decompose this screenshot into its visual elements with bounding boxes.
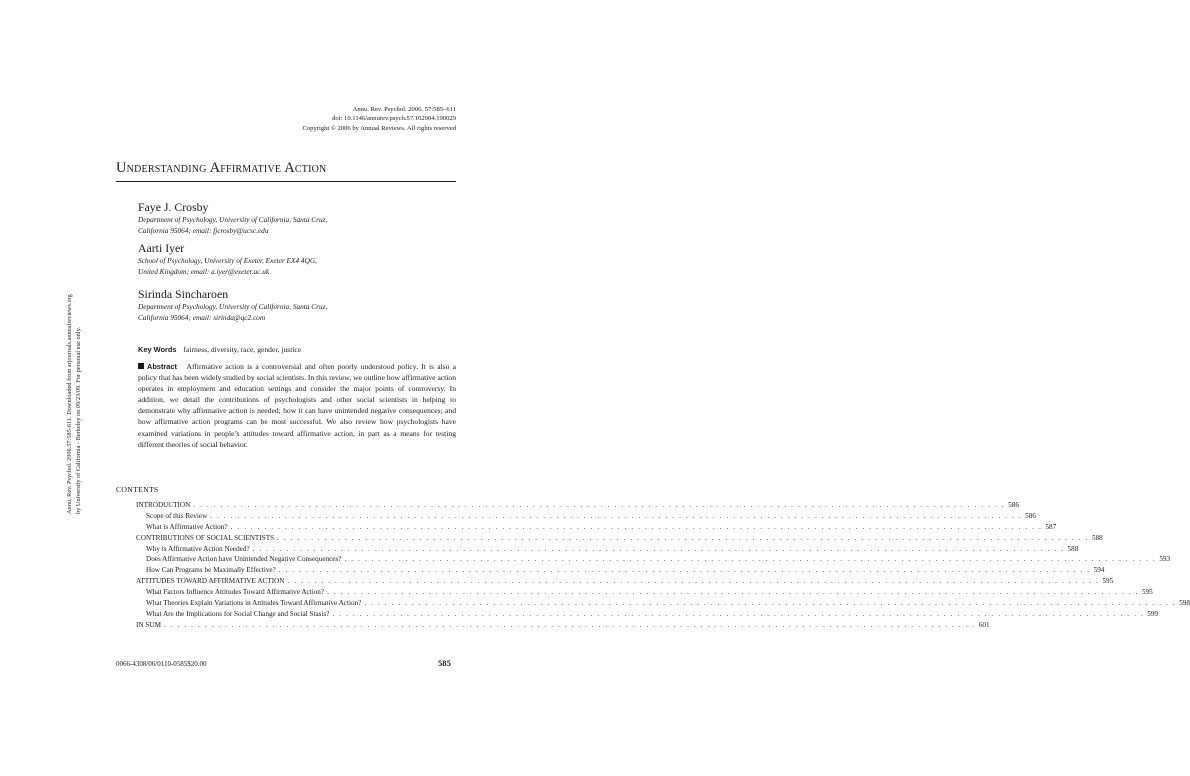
author-name: Faye J. Crosby [138, 200, 209, 214]
toc-entry-label: IN SUM [136, 620, 161, 629]
toc-entry [136, 565, 1105, 576]
toc-entry-label: Does Affirmative Action have Unintended Negative Consequences? [146, 555, 342, 564]
author-affiliation-line: United Kingdom; email: a.iyer@exeter.ac.uk [138, 266, 270, 276]
article-title: Understanding Affirmative Action [116, 160, 327, 176]
toc-entry-label: INTRODUCTION [136, 501, 191, 509]
author-block-3 [138, 287, 458, 323]
toc-leader-dots: . . . . . . . . . . . . . . . . . . . . . . . . . . . . . . . . . . . . . . . . . . . . . . . . . . . . . . . . . . . . . . . . . . . . . . . . . . . . . . . . . . . . . . . . . . . . . . . . . . . . . . . . . . . . . . . . . . . . . . . . [327, 588, 1139, 597]
toc-entry [136, 598, 1190, 609]
toc-entry-label: What Theories Explain Variations in Attitudes Toward Affirmative Action? [146, 599, 362, 608]
toc-entry-page: 601 [978, 620, 990, 629]
toc-entry-page: 595 [1141, 588, 1153, 597]
author-affiliation-line: School of Psychology, University of Exeter, Exeter EX4 4QG, [138, 256, 317, 265]
keywords-text: fairness, diversity, race, gender, justice [183, 345, 302, 354]
table-of-contents [136, 500, 1190, 631]
toc-entry-page: 586 [1008, 501, 1019, 509]
toc-leader-dots: . . . . . . . . . . . . . . . . . . . . . . . . . . . . . . . . . . . . . . . . . . . . . . . . . . . . . . . . . . . . . . . . . . . . . . . . . . . . . . . . . . . . . . . . . . . . . . . . . . . . . . . . . . . . . . . . . . . . . . . . [344, 555, 1157, 564]
toc-entry-page: 599 [1147, 609, 1159, 618]
page-number: 585 [438, 658, 451, 668]
toc-leader-dots: . . . . . . . . . . . . . . . . . . . . . . . . . . . . . . . . . . . . . . . . . . . . . . . . . . . . . . . . . . . . . . . . . . . . . . . . . . . . . . . . . . . . . . . . . . . . . . . . . . . . . . . . . . . . . . . . . . . . . . . . [252, 544, 1065, 553]
toc-entry [136, 511, 1036, 522]
toc-entry-label: CONTRIBUTIONS OF SOCIAL SCIENTISTS [136, 533, 275, 542]
toc-entry-label: ATTITUDES TOWARD AFFIRMATIVE ACTION [136, 577, 285, 586]
toc-entry-page: 588 [1091, 533, 1103, 542]
keywords [138, 345, 301, 354]
toc-leader-dots: . . . . . . . . . . . . . . . . . . . . . . . . . . . . . . . . . . . . . . . . . . . . . . . . . . . . . . . . . . . . . . . . . . . . . . . . . . . . . . . . . . . . . . . . . . . . . . . . . . . . . . . . . . . . . . . . . . . . . . . . [210, 511, 1023, 520]
title-rule [116, 181, 456, 182]
toc-leader-dots: . . . . . . . . . . . . . . . . . . . . . . . . . . . . . . . . . . . . . . . . . . . . . . . . . . . . . . . . . . . . . . . . . . . . . . . . . . . . . . . . . . . . . . . . . . . . . . . . . . . . . . . . . . . . . . . . . . . . . . . . [332, 609, 1145, 618]
toc-leader-dots: . . . . . . . . . . . . . . . . . . . . . . . . . . . . . . . . . . . . . . . . . . . . . . . . . . . . . . . . . . . . . . . . . . . . . . . . . . . . . . . . . . . . . . . . . . . . . . . . . . . . . . . . . . . . . . . . . . . . . . . . [287, 577, 1100, 586]
side-note-line: by University of California - Berkeley on 09/23/09. For personal use only. [74, 327, 82, 514]
abstract-bullet-icon [138, 363, 144, 369]
toc-entry [136, 609, 1159, 620]
author-affiliation-line: Department of Psychology, University of California, Santa Cruz, [138, 302, 328, 311]
side-note-line: Annu. Rev. Psychol. 2006.57:585-611. Downloaded from arjournals.annualreviews.org [66, 294, 73, 514]
author-affiliation [138, 256, 458, 277]
toc-entry [136, 587, 1153, 598]
journal-doi: doi: 10.1146/annurev.psych.57.102904.190029 [332, 115, 456, 123]
author-affiliation-line: Department of Psychology, University of California, Santa Cruz, [138, 215, 328, 224]
journal-citation: Annu. Rev. Psychol. 2006. 57:585–611 [352, 106, 456, 113]
toc-entry [136, 554, 1171, 565]
abstract-label: Abstract [147, 362, 177, 371]
author-name: Sirinda Sincharoen [138, 287, 229, 301]
toc-leader-dots: . . . . . . . . . . . . . . . . . . . . . . . . . . . . . . . . . . . . . . . . . . . . . . . . . . . . . . . . . . . . . . . . . . . . . . . . . . . . . . . . . . . . . . . . . . . . . . . . . . . . . . . . . . . . . . . . . . . . . . . . [277, 533, 1089, 542]
toc-entry-label: What is Affirmative Action? [146, 522, 228, 531]
toc-leader-dots: . . . . . . . . . . . . . . . . . . . . . . . . . . . . . . . . . . . . . . . . . . . . . . . . . . . . . . . . . . . . . . . . . . . . . . . . . . . . . . . . . . . . . . . . . . . . . . . . . . . . . . . . . . . . . . . . . . . . . . . . [278, 566, 1091, 575]
journal-copyright: Copyright © 2006 by Annual Reviews. All rights reserved [302, 124, 456, 132]
toc-entry-label: Why is Affirmative Action Needed? [146, 544, 250, 553]
author-affiliation [138, 215, 458, 236]
toc-entry [136, 533, 1103, 544]
author-affiliation-line: California 95064; email: fjcrosby@ucsc.edu [138, 225, 269, 235]
journal-meta [236, 105, 456, 133]
toc-leader-dots: . . . . . . . . . . . . . . . . . . . . . . . . . . . . . . . . . . . . . . . . . . . . . . . . . . . . . . . . . . . . . . . . . . . . . . . . . . . . . . . . . . . . . . . . . . . . . . . . . . . . . . . . . . . . . . . . . . . . . . . . [163, 620, 976, 629]
toc-entry-label: What Factors Influence Attitudes Toward Affirmative Action? [146, 588, 325, 597]
toc-entry-page: 598 [1179, 599, 1190, 608]
author-name: Aarti Iyer [138, 241, 185, 255]
toc-entry-page: 587 [1045, 522, 1057, 531]
toc-leader-dots: . . . . . . . . . . . . . . . . . . . . . . . . . . . . . . . . . . . . . . . . . . . . . . . . . . . . . . . . . . . . . . . . . . . . . . . . . . . . . . . . . . . . . . . . . . . . . . . . . . . . . . . . . . . . . . . . . . . . . . . . [364, 599, 1177, 608]
toc-entry [136, 544, 1079, 555]
toc-entry-page: 588 [1067, 544, 1079, 553]
toc-entry-label: How Can Programs be Maximally Effective? [146, 566, 276, 575]
toc-entry-page: 595 [1102, 577, 1114, 586]
toc-entry [136, 620, 990, 631]
author-block-1 [138, 200, 458, 236]
toc-entry-label: Scope of this Review [146, 511, 208, 520]
author-affiliation-line: California 95064; email: sirinda@qc2.com [138, 312, 266, 322]
abstract-text: Affirmative action is a controversial and often poorly understood policy. It is also a policy that has been widely studied by social scientists. In this review, we outline how affirmative action operates in employment and education settings and consider the major points of controversy. In addition, we detail the contributions of psychologists and other social scientists in helping to demonstrate why affirmative action is needed; how it can have unintended negative consequences; and how affirmative action programs can be most successful. We also review how psychologists have examined variations in people’s attitudes toward affirmative action, in part as a means for testing different theories of social behavior. [138, 362, 456, 449]
download-side-note [66, 254, 83, 514]
author-affiliation [138, 302, 458, 323]
toc-entry [136, 500, 1019, 511]
toc-leader-dots: . . . . . . . . . . . . . . . . . . . . . . . . . . . . . . . . . . . . . . . . . . . . . . . . . . . . . . . . . . . . . . . . . . . . . . . . . . . . . . . . . . . . . . . . . . . . . . . . . . . . . . . . . . . . . . . . . . . . . . . . [230, 522, 1043, 531]
abstract [138, 361, 456, 450]
toc-entry-label: What Are the Implications for Social Change and Social Stasis? [146, 609, 330, 618]
toc-entry [136, 576, 1114, 587]
toc-entry-page: 586 [1025, 511, 1036, 520]
toc-leader-dots: . . . . . . . . . . . . . . . . . . . . . . . . . . . . . . . . . . . . . . . . . . . . . . . . . . . . . . . . . . . . . . . . . . . . . . . . . . . . . . . . . . . . . . . . . . . . . . . . . . . . . . . . . . . . . . . . . . . . . . . . [193, 501, 1006, 509]
contents-heading: CONTENTS [116, 485, 159, 494]
keywords-label: Key Words [138, 345, 177, 354]
toc-entry-page: 594 [1093, 566, 1105, 575]
author-block-2 [138, 241, 458, 277]
toc-entry-page: 593 [1159, 555, 1171, 564]
footer-code: 0066-4308/06/0110-0585$20.00 [116, 660, 207, 668]
toc-entry [136, 522, 1057, 533]
